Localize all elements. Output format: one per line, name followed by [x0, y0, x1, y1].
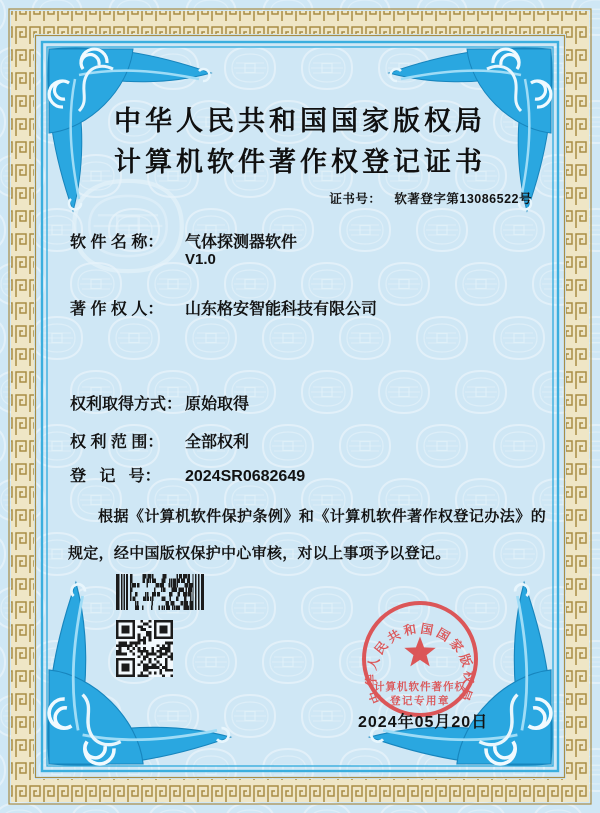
software-version: V1.0	[185, 251, 216, 268]
field-copyright-owner	[70, 296, 377, 319]
acquisition-method-value: 原始取得	[185, 396, 250, 413]
seal-arc-text: 中华人民共和国国家版权局	[364, 621, 476, 706]
registration-statement: 根据《计算机软件保护条例》和《计算机软件著作权登记办法》的规定，经中国版权保护中心审核，对以上事项予以登记。	[68, 508, 546, 562]
registration-no-label: 登 记 号：	[70, 468, 161, 485]
rights-scope-value: 全部权利	[185, 434, 250, 451]
official-seal	[356, 595, 484, 723]
issue-date: 2024年05月20日	[358, 714, 489, 731]
field-rights-scope	[70, 429, 249, 452]
seal-line2: 登记专用章	[390, 695, 450, 707]
software-name-value: 气体探测器软件	[185, 234, 298, 251]
copyright-owner-value: 山东格安智能科技有限公司	[185, 301, 378, 318]
field-software-name	[70, 229, 297, 252]
issuing-authority-title: 中华人民共和国国家版权局	[114, 106, 486, 136]
copyright-owner-label: 著 作 权 人：	[70, 301, 164, 318]
barcode	[116, 574, 204, 610]
registration-no-value: 2024SR0682649	[185, 468, 306, 485]
rights-scope-label: 权 利 范 围：	[70, 434, 164, 451]
qr-code	[116, 620, 173, 677]
certificate-number-label: 证书号：	[329, 192, 382, 206]
seal-line1: 计算机软件著作权	[374, 681, 466, 693]
certificate-number	[329, 189, 532, 207]
certificate-number-value: 软著登字第13086522号	[394, 192, 532, 206]
acquisition-method-label: 权利取得方式：	[70, 396, 183, 413]
field-registration-no	[70, 463, 305, 486]
software-name-label: 软 件 名 称：	[70, 234, 164, 251]
field-acquisition-method	[70, 391, 249, 414]
certificate-title: 计算机软件著作权登记证书	[114, 147, 486, 177]
star-icon	[404, 637, 435, 667]
